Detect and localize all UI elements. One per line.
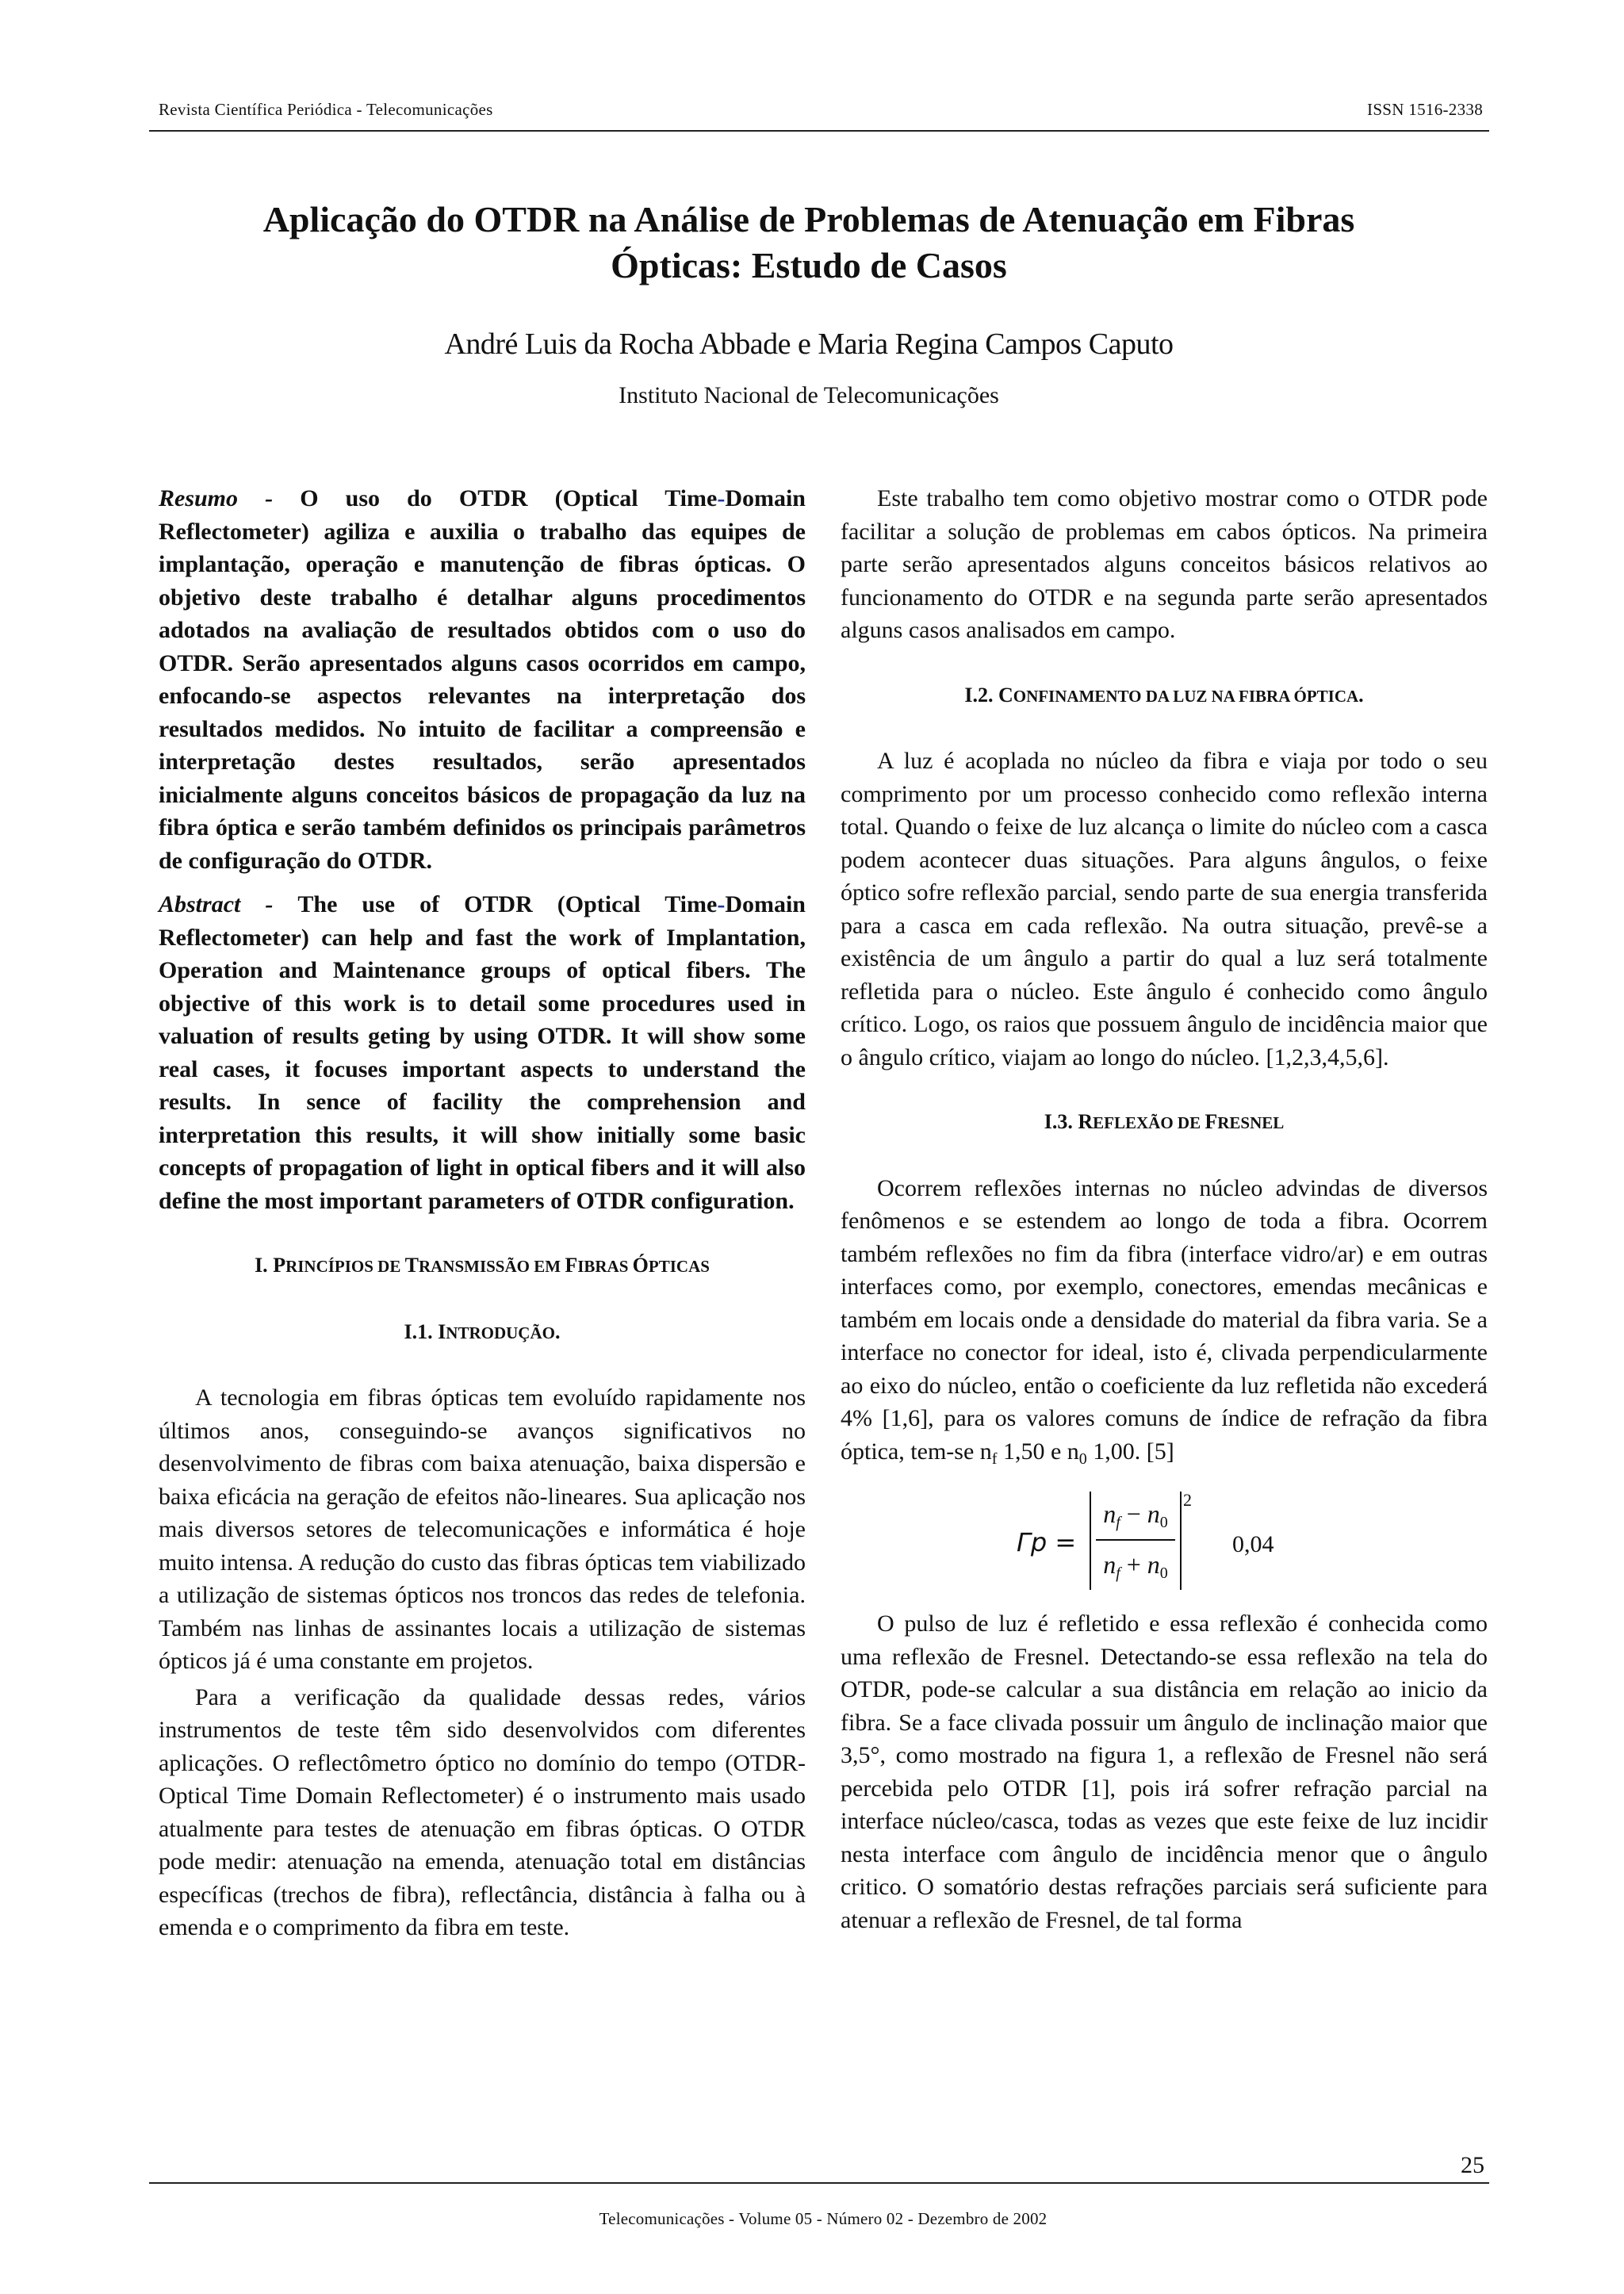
subsection-heading-1-1: I.1. INTRODUÇÃO. — [404, 1319, 561, 1343]
fresnel-paragraph-1: Ocorrem reflexões internas no núcleo advindas de diversos fenômenos e se estendem ao longo de toda a fibra. Ocorrem também reflexões no fim da fibra (interface vidro/ar) e em outras interfaces como, por exemplo, conectores, emendas mecânicas e também em locais onde a densidade do material da fibra varia. Se a interface no conector for ideal, isto é, clivada perpendicularmente ao eixo do núcleo, então o coeficiente da luz refletida não excederá 4% [1,6], para os valores comuns de índice de refração da fibra óptica, tem-se $n_f$ 1,50 e $n_0$ 1,00. [5] — [841, 1174, 1488, 1468]
abstract-dash: - — [717, 891, 726, 917]
left-column — [159, 482, 806, 1944]
equation-numerator: $n_f - n_0$ — [1103, 1499, 1168, 1531]
journal-name: Revista Científica Periódica - Telecomunicações — [159, 100, 493, 119]
resumo-text-1: O uso do OTDR (Optical Time — [300, 485, 718, 511]
resumo-sep: - — [238, 485, 301, 511]
confinement-paragraph: A luz é acoplada no núcleo da fibra e viaja por todo o seu comprimento por um processo conhecido como reflexão interna total. Quando o feixe de luz alcança o limite do núcleo com a casca podem acontecer duas situações. Para alguns ângulos, o feixe óptico sofre reflexão parcial, sendo parte de sua energia transferida para a casca em cada reflexão. Na outra situação, prevê-se a existência de um ângulo a partir do qual a luz será totalmente refletida para o núcleo. Este ângulo é conhecido como ângulo crítico. Logo, os raios que possuem ângulo de incidência maior que o ângulo crítico, viajam ao longo do núcleo. [1,2,3,4,5,6]. — [841, 748, 1488, 1070]
abstract-paragraph — [159, 888, 806, 1217]
equation-lhs: Γp = — [1017, 1527, 1077, 1557]
abstract-sep: - — [240, 891, 298, 917]
intro-paragraph-2: Para a verificação da qualidade dessas redes, vários instrumentos de teste têm sido desenvolvidos com diferentes aplicações. O reflectômetro óptico no domínio do tempo (OTDR-Optical Time Domain Reflectometer) é o instrumento mais usado atualmente para testes de atenuação em fibras ópticas. O OTDR pode medir: atenuação na emenda, atenuação total em distâncias específicas (trechos de fibra), reflectância, distância à falha ou à emenda e o comprimento da fibra em teste. — [159, 1683, 806, 1940]
fresnel-paragraph-2: O pulso de luz é refletido e essa reflexão é conhecida como uma reflexão de Fresnel. Detectando-se essa reflexão na tela do OTDR, pode-se calcular a sua distância em relação ao inicio da fibra. Se a face clivada possuir um ângulo de inclinação maior que 3,5°, como mostrado na figura 1, a reflexão de Fresnel não será percebida pelo OTDR [1], pois irá sofrer refração parcial na interface núcleo/casca, todas as vezes que este feixe de luz incidir nesta interface com ângulo de incidência menor que o ângulo critico. O somatório destas refrações parciais será suficiente para atenuar a reflexão de Fresnel, de tal forma — [841, 1610, 1488, 1933]
right-column — [841, 482, 1488, 1936]
fraction-bar — [1096, 1539, 1175, 1541]
authors: André Luis da Rocha Abbade e Maria Regina Campos Caputo — [444, 327, 1174, 361]
title-line-1: Aplicação do OTDR na Análise de Problemas de Atenuação em Fibras — [262, 199, 1355, 239]
abstract-label: Abstract — [159, 891, 241, 917]
footer-rule — [149, 2182, 1489, 2184]
affiliation: Instituto Nacional de Telecomunicações — [619, 382, 999, 408]
subsection-heading-1-3: I.3. REFLEXÃO DE FRESNEL — [1044, 1110, 1285, 1133]
page-number: 25 — [1461, 2152, 1484, 2178]
running-header — [159, 100, 1488, 120]
issn: ISSN 1516-2338 — [1367, 100, 1483, 119]
paper-title — [135, 197, 1483, 289]
equation-exponent: 2 — [1183, 1490, 1192, 1510]
section-heading-1: I. PRINCÍPIOS DE TRANSMISSÃO EM FIBRAS ÓPTICAS — [255, 1254, 710, 1277]
resumo-text-2: Domain Reflectometer) agiliza e auxilia o trabalho das equipes de implantação, operação e manutenção de fibras ópticas. O objetivo deste trabalho é detalhar alguns procedimentos adotados na avaliação de resultados obtidos com o uso do OTDR. Serão apresentados alguns casos ocorridos em campo, enfocando-se aspectos relevantes na interpretação dos resultados medidos. No intuito de facilitar a compreensão e interpretação destes resultados, serão apresentados inicialmente alguns conceitos básicos de propagação da luz na fibra óptica e serão também definidos os principais parâmetros de configuração do OTDR. — [159, 485, 806, 874]
fresnel-equation — [841, 1487, 1488, 1598]
abstract-text-1: The use of OTDR (Optical Time — [297, 891, 718, 917]
title-line-2: Ópticas: Estudo de Casos — [611, 245, 1007, 285]
objective-paragraph: Este trabalho tem como objetivo mostrar como o OTDR pode facilitar a solução de problemas em cabos ópticos. Na primeira parte serão apresentados alguns conceitos básicos relativos ao funcionamento do OTDR e na segunda parte serão apresentados alguns casos analisados em campo. — [841, 485, 1488, 643]
intro-paragraph-1: A tecnologia em fibras ópticas tem evoluído rapidamente nos últimos anos, conseguindo-se avanços significativos no desenvolvimento de fibras com baixa atenuação, baixa dispersão e baixa eficácia na geração de efeitos não-lineares. Sua aplicação nos mais diversos setores de telecomunicações e informática é hoje muito intensa. A redução do custo das fibras ópticas tem viabilizado a utilização de sistemas ópticos nos troncos das redes de telefonia. Também nas linhas de assinantes locais a utilização de sistemas ópticos já é uma constante em projetos. — [159, 1384, 806, 1674]
resumo-paragraph — [159, 482, 806, 877]
equation-value: 0,04 — [1232, 1531, 1274, 1557]
subsection-heading-1-2: I.2. CONFINAMENTO DA LUZ NA FIBRA ÓPTICA. — [964, 683, 1364, 707]
header-rule — [149, 130, 1489, 132]
equation-denominator: $n_f + n_0$ — [1103, 1550, 1168, 1582]
abstract-text-2: Domain Reflectometer) can help and fast the work of Implantation, Operation and Maintenance groups of optical fibers. The objective of this work is to detail some procedures used in valuation of results geting by using OTDR. It will show some real cases, it focuses important aspects to understand the results. In sence of facility the comprehension and interpretation this results, it will show initially some basic concepts of propagation of light in optical fibers and it will also define the most important parameters of OTDR configuration. — [159, 891, 806, 1214]
running-footer: Telecomunicações - Volume 05 - Número 02 - Dezembro de 2002 — [599, 2209, 1048, 2228]
resumo-label: Resumo — [159, 485, 239, 511]
resumo-dash: - — [717, 485, 726, 511]
